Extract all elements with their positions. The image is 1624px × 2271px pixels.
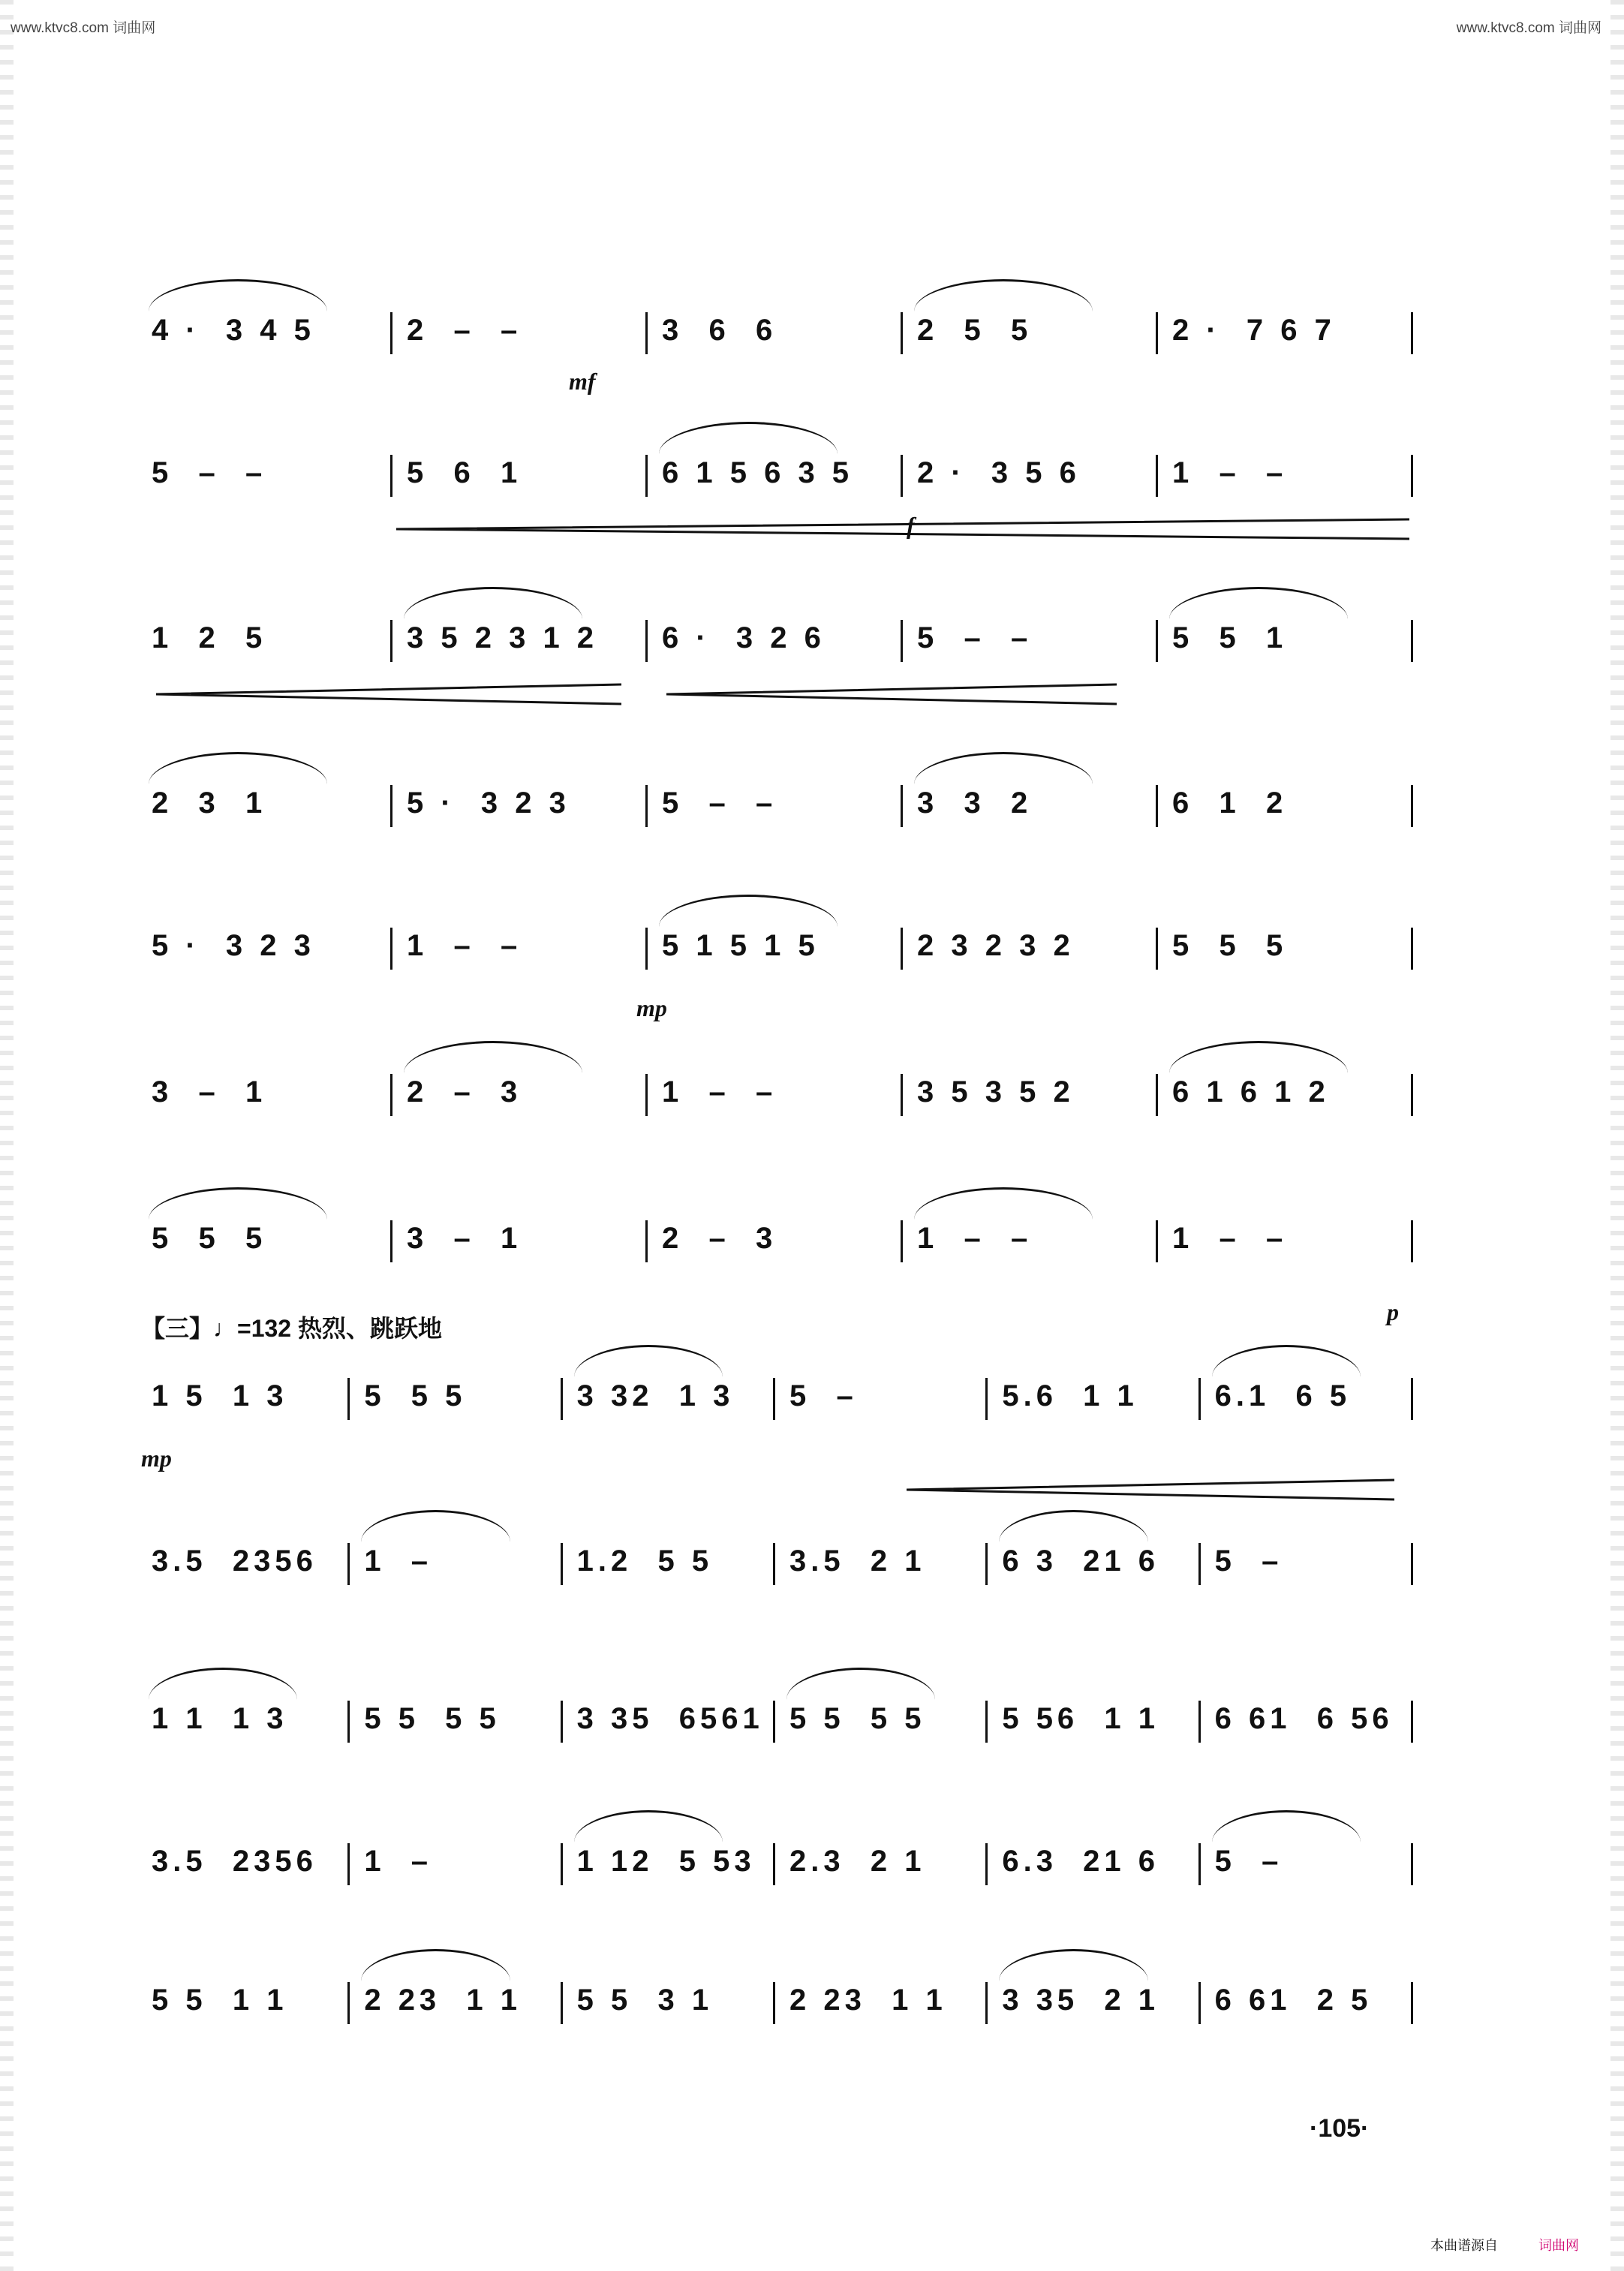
measure-notes: 5 5 5 [1172, 929, 1288, 962]
score-line [141, 450, 1417, 495]
slur [914, 279, 1093, 311]
measure [1204, 1539, 1417, 1584]
measure [141, 1373, 353, 1418]
measure-notes: 5 – [1214, 1545, 1283, 1578]
measure [991, 1373, 1204, 1418]
measure [907, 1216, 1162, 1261]
measure [1162, 1069, 1417, 1114]
slur [149, 1668, 297, 1700]
bar-line [1411, 928, 1413, 970]
measure-notes: 3 32 1 3 [576, 1379, 735, 1412]
measure-notes: 2 23 1 1 [789, 1984, 947, 2017]
measure-notes: 3 6 6 [662, 314, 777, 347]
bar-line [1411, 1220, 1413, 1262]
bar-line [1198, 1843, 1201, 1885]
bar-line [985, 1378, 988, 1420]
bar-line [645, 312, 648, 354]
bar-line [347, 1543, 350, 1585]
measure-notes: 3.5 2356 [152, 1845, 317, 1878]
bar-line [1411, 1378, 1413, 1420]
measure-notes: 3 – 1 [407, 1222, 522, 1255]
bar-line [1198, 1701, 1201, 1743]
dynamic-mark: p [1387, 1298, 1399, 1325]
bar-line [390, 312, 392, 354]
bar-line [1156, 1074, 1158, 1116]
measure-notes: 1 2 5 [152, 621, 267, 654]
measure [907, 923, 1162, 968]
section-marker: 【三】♩=132 热烈、跳跃地 [141, 1315, 442, 1342]
measure [396, 781, 651, 826]
slur [1212, 1345, 1361, 1377]
measure-notes: 1 – – [917, 1222, 1033, 1255]
measure-notes: 5 5 1 1 [152, 1984, 288, 2017]
measure [651, 308, 907, 353]
bar-line [390, 928, 392, 970]
measure-notes: 5 · 3 2 3 [152, 929, 315, 962]
slur [574, 1345, 723, 1377]
measure [567, 1839, 779, 1884]
measure [907, 450, 1162, 495]
measure [779, 1839, 991, 1884]
measure-notes: 2 23 1 1 [364, 1984, 522, 2017]
measure [651, 923, 907, 968]
hairpin [666, 683, 1117, 705]
score-line [141, 1069, 1417, 1114]
bar-line [390, 785, 392, 827]
score-line [141, 923, 1417, 968]
measure [1162, 781, 1417, 826]
measure-notes: 1 – – [662, 1075, 777, 1108]
measure [353, 1696, 566, 1741]
measure [353, 1978, 566, 2023]
bar-line [390, 620, 392, 662]
measure-notes: 3.5 2 1 [789, 1545, 926, 1578]
bar-line [347, 1701, 350, 1743]
measure-notes: 2 – 3 [407, 1075, 522, 1108]
score-line [141, 1696, 1417, 1741]
measure-notes: 6 61 6 56 [1214, 1702, 1394, 1735]
score-line [141, 1978, 1417, 2023]
measure-notes: 1 12 5 53 [576, 1845, 756, 1878]
measure-notes: 6 1 5 6 3 5 [662, 456, 854, 489]
bar-line [1411, 312, 1413, 354]
measure-notes: 1 – [364, 1845, 433, 1878]
measure-notes: 2 · 7 6 7 [1172, 314, 1336, 347]
measure-notes: 4 · 3 4 5 [152, 314, 315, 347]
footer-brand: 词曲网 [1538, 2238, 1579, 2253]
measure [991, 1839, 1204, 1884]
measure [991, 1696, 1204, 1741]
measure [991, 1978, 1204, 2023]
measure [1204, 1978, 1417, 2023]
measure-notes: 3.5 2356 [152, 1545, 317, 1578]
measure [141, 615, 396, 660]
bar-line [1198, 1543, 1201, 1585]
measure [396, 615, 651, 660]
measure-notes: 3 5 2 3 1 2 [407, 621, 599, 654]
measure-notes: 5 1 5 1 5 [662, 929, 820, 962]
slur [659, 895, 838, 927]
slur [361, 1510, 510, 1542]
measure [141, 1069, 396, 1114]
measure [779, 1978, 991, 2023]
slur [999, 1510, 1147, 1542]
bar-line [1156, 785, 1158, 827]
measure-notes: 5 5 5 5 [789, 1702, 926, 1735]
bar-line [645, 928, 648, 970]
bar-line [347, 1982, 350, 2024]
bar-line [561, 1543, 563, 1585]
score-line [141, 781, 1417, 826]
page-number: ·105· [1310, 2114, 1370, 2143]
bar-line [773, 1982, 775, 2024]
measure [651, 781, 907, 826]
score-line [141, 1216, 1417, 1261]
bar-line [645, 785, 648, 827]
measure-notes: 5.6 1 1 [1002, 1379, 1138, 1412]
measure [779, 1539, 991, 1584]
measure-notes: 5 6 1 [407, 456, 522, 489]
measure-notes: 1 – – [1172, 456, 1288, 489]
bar-line [901, 312, 903, 354]
measure-notes: 5 – [789, 1379, 858, 1412]
bar-line [1411, 620, 1413, 662]
measure [567, 1696, 779, 1741]
measure-notes: 1 – – [407, 929, 522, 962]
measure [1162, 615, 1417, 660]
measure [141, 1696, 353, 1741]
measure-notes: 6 3 21 6 [1002, 1545, 1160, 1578]
measure [353, 1539, 566, 1584]
measure-notes: 2.3 2 1 [789, 1845, 926, 1878]
bar-line [1198, 1982, 1201, 2024]
measure [141, 923, 396, 968]
bar-line [901, 1074, 903, 1116]
slur [914, 752, 1093, 784]
measure [567, 1978, 779, 2023]
slur [574, 1810, 723, 1842]
bar-line [347, 1378, 350, 1420]
bar-line [1156, 928, 1158, 970]
music-score [141, 255, 1417, 2131]
score-line [141, 1373, 1417, 1418]
hairpin [396, 518, 1409, 540]
bar-line [390, 455, 392, 497]
slur [914, 1187, 1093, 1220]
bar-line [985, 1843, 988, 1885]
bar-line [773, 1543, 775, 1585]
dynamic-mark: mp [141, 1445, 172, 1472]
bar-line [561, 1982, 563, 2024]
measure-notes: 1 – [364, 1545, 433, 1578]
bar-line [1411, 1701, 1413, 1743]
bar-line [985, 1982, 988, 2024]
measure [141, 450, 396, 495]
bar-line [773, 1701, 775, 1743]
bar-line [1156, 620, 1158, 662]
measure [141, 308, 396, 353]
measure [396, 1216, 651, 1261]
slur [404, 1041, 582, 1073]
measure [651, 1069, 907, 1114]
measure-notes: 3 35 6561 [576, 1702, 764, 1735]
measure-notes: 3 5 3 5 2 [917, 1075, 1075, 1108]
bar-line [347, 1843, 350, 1885]
measure [1204, 1839, 1417, 1884]
measure [779, 1373, 991, 1418]
measure [141, 1539, 353, 1584]
measure-notes: 1.2 5 5 [576, 1545, 714, 1578]
measure-notes: 1 – – [1172, 1222, 1288, 1255]
measure [907, 781, 1162, 826]
bar-line [1411, 1074, 1413, 1116]
slur [404, 587, 582, 619]
bar-line [985, 1543, 988, 1585]
measure-notes: 6 · 3 2 6 [662, 621, 826, 654]
measure [907, 615, 1162, 660]
bar-line [645, 1074, 648, 1116]
bar-line [901, 1220, 903, 1262]
measure [1204, 1373, 1417, 1418]
measure [396, 1069, 651, 1114]
bar-line [561, 1843, 563, 1885]
score-line [141, 308, 1417, 353]
slur [659, 422, 838, 454]
measure-notes: 2 3 1 [152, 787, 267, 820]
bar-line [901, 785, 903, 827]
slur [149, 1187, 327, 1220]
bar-line [1156, 312, 1158, 354]
measure-notes: 6 1 6 1 2 [1172, 1075, 1330, 1108]
measure-notes: 2 – – [407, 314, 522, 347]
slur [1169, 587, 1348, 619]
bar-line [985, 1701, 988, 1743]
measure-notes: 6.1 6 5 [1214, 1379, 1352, 1412]
measure [1162, 450, 1417, 495]
measure [141, 1839, 353, 1884]
measure-notes: 5 5 3 1 [576, 1984, 714, 2017]
score-line [141, 1839, 1417, 1884]
measure-notes: 3 – 1 [152, 1075, 267, 1108]
bar-line [645, 1220, 648, 1262]
measure-notes: 2 · 3 5 6 [917, 456, 1081, 489]
measure-notes: 5 5 5 [152, 1222, 267, 1255]
footer [1430, 2235, 1579, 2254]
measure-notes: 1 5 1 3 [152, 1379, 288, 1412]
watermark-left: www.ktvc8.com 词曲网 [11, 20, 156, 36]
dynamic-mark: mf [569, 368, 596, 395]
measure [1204, 1696, 1417, 1741]
measure [353, 1373, 566, 1418]
measure-notes: 2 – 3 [662, 1222, 777, 1255]
slur [1212, 1810, 1361, 1842]
measure [396, 308, 651, 353]
bar-line [1156, 1220, 1158, 1262]
measure-notes: 6 1 2 [1172, 787, 1288, 820]
measure-notes: 2 3 2 3 2 [917, 929, 1075, 962]
measure [141, 1216, 396, 1261]
measure-notes: 5 5 5 [364, 1379, 467, 1412]
measure-notes: 5 – – [917, 621, 1033, 654]
measure-notes: 2 5 5 [917, 314, 1033, 347]
left-border-decoration [0, 0, 14, 2271]
right-border-decoration [1610, 0, 1624, 2271]
measure [353, 1839, 566, 1884]
bar-line [1411, 1543, 1413, 1585]
measure [567, 1539, 779, 1584]
measure [567, 1373, 779, 1418]
measure-notes: 5 5 1 [1172, 621, 1288, 654]
bar-line [1156, 455, 1158, 497]
measure [907, 1069, 1162, 1114]
bar-line [1411, 1982, 1413, 2024]
score-line [141, 1539, 1417, 1584]
slur [999, 1949, 1147, 1981]
watermark-right: www.ktvc8.com 词曲网 [1456, 20, 1601, 36]
slur [149, 279, 327, 311]
bar-line [901, 620, 903, 662]
slur [786, 1668, 935, 1700]
measure-notes: 5 · 3 2 3 [407, 787, 570, 820]
measure-notes: 5 – [1214, 1845, 1283, 1878]
bar-line [561, 1378, 563, 1420]
measure-notes: 5 – – [662, 787, 777, 820]
measure [396, 450, 651, 495]
measure [1162, 1216, 1417, 1261]
measure [651, 615, 907, 660]
measure-notes: 6 61 2 5 [1214, 1984, 1373, 2017]
bar-line [390, 1074, 392, 1116]
measure [141, 781, 396, 826]
measure [141, 1978, 353, 2023]
bar-line [901, 455, 903, 497]
measure [991, 1539, 1204, 1584]
score-line [141, 615, 1417, 660]
measure [651, 1216, 907, 1261]
bar-line [773, 1378, 775, 1420]
bar-line [390, 1220, 392, 1262]
hairpin [156, 683, 621, 705]
footer-label: 本曲谱源自 [1430, 2238, 1498, 2253]
slur [361, 1949, 510, 1981]
slur [149, 752, 327, 784]
slur [1169, 1041, 1348, 1073]
hairpin [907, 1478, 1394, 1501]
bar-line [1411, 785, 1413, 827]
bar-line [1411, 455, 1413, 497]
bar-line [773, 1843, 775, 1885]
measure-notes: 5 5 5 5 [364, 1702, 501, 1735]
measure [907, 308, 1162, 353]
bar-line [901, 928, 903, 970]
bar-line [561, 1701, 563, 1743]
measure-notes: 6.3 21 6 [1002, 1845, 1160, 1878]
measure-notes: 5 – – [152, 456, 267, 489]
measure [651, 450, 907, 495]
bar-line [1411, 1843, 1413, 1885]
measure-notes: 3 3 2 [917, 787, 1033, 820]
bar-line [1198, 1378, 1201, 1420]
measure [779, 1696, 991, 1741]
bar-line [645, 455, 648, 497]
dynamic-mark: f [907, 512, 915, 539]
measure-notes: 1 1 1 3 [152, 1702, 288, 1735]
measure [1162, 308, 1417, 353]
measure-notes: 5 56 1 1 [1002, 1702, 1160, 1735]
measure [1162, 923, 1417, 968]
measure-notes: 3 35 2 1 [1002, 1984, 1160, 2017]
bar-line [645, 620, 648, 662]
dynamic-mark: mp [636, 994, 667, 1021]
measure [396, 923, 651, 968]
